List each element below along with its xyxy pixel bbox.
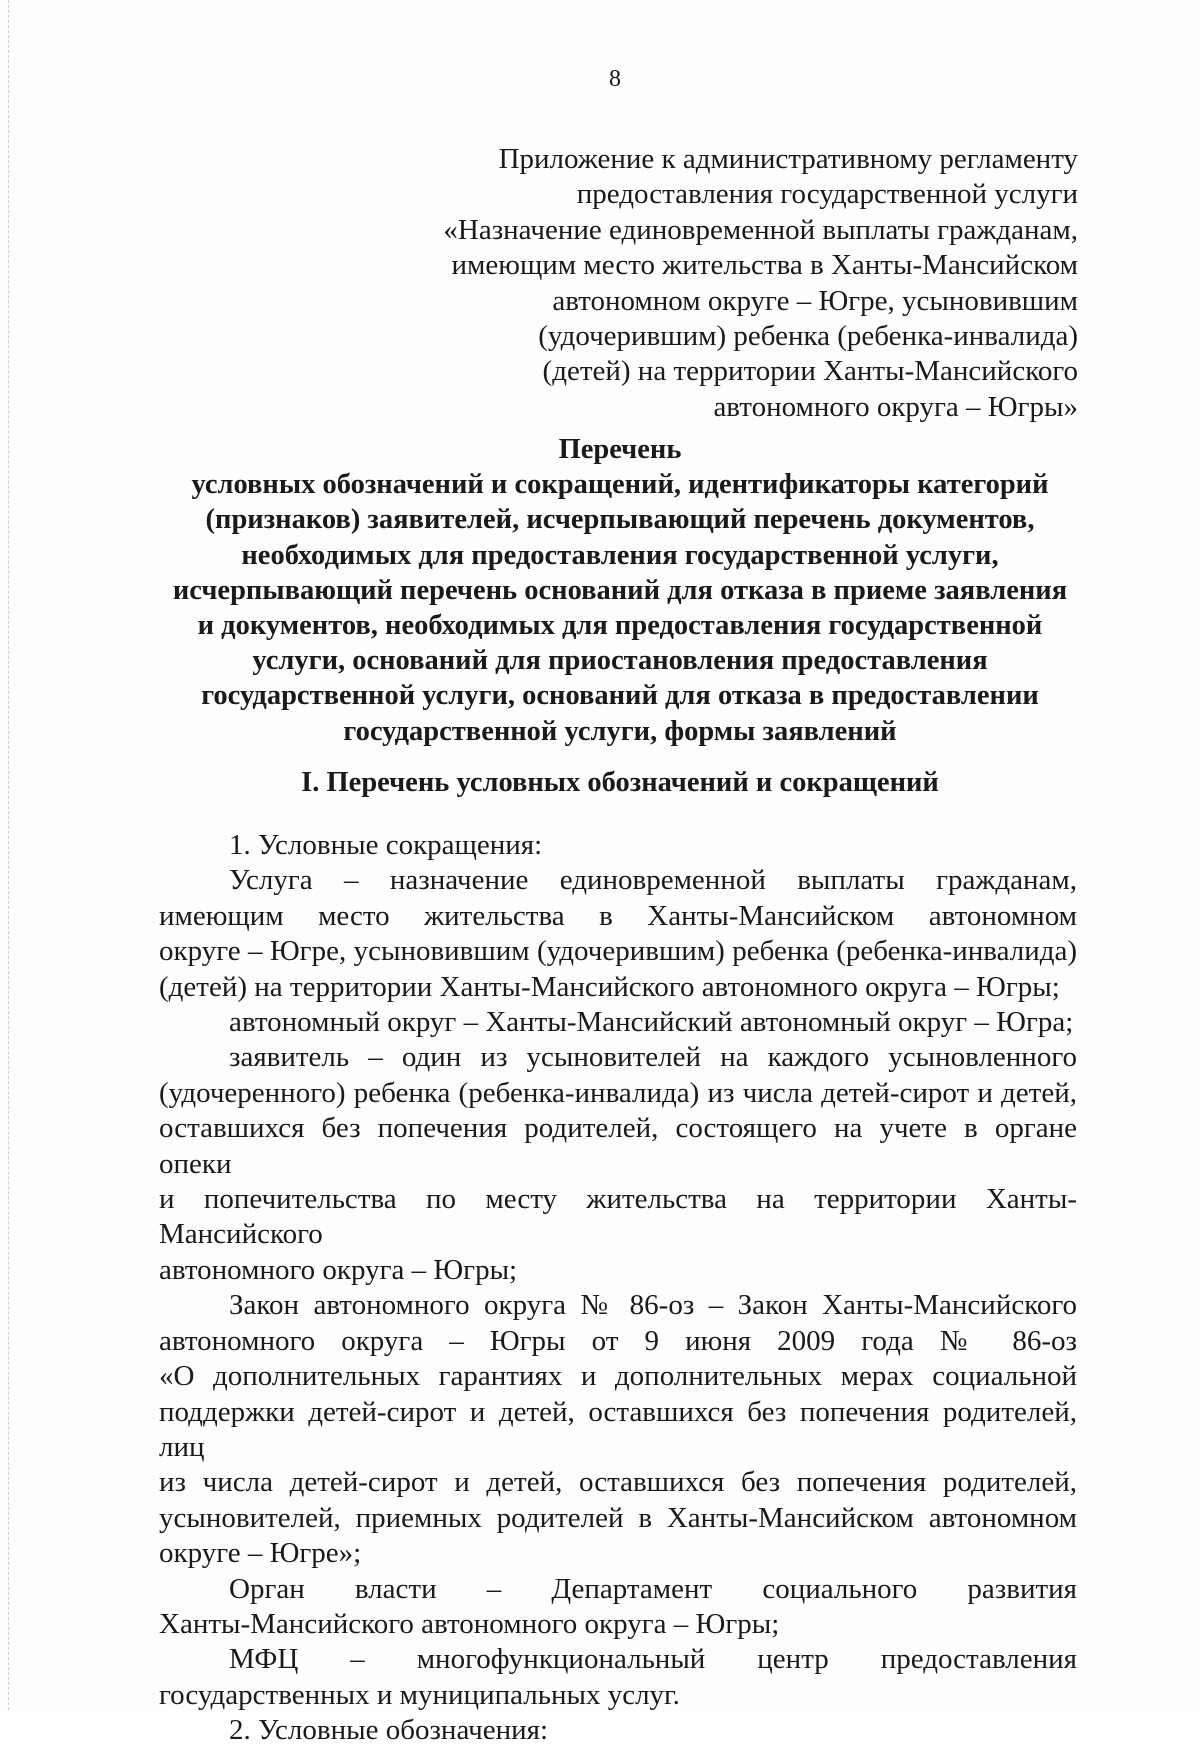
body-line: округе – Югре»; <box>159 1537 362 1570</box>
body-line: Ханты-Мансийского автономного округа – Югры; <box>159 1607 780 1640</box>
body-line: 2. Условные обозначения: <box>229 1714 549 1747</box>
appendix-header <box>378 142 1078 425</box>
body-line: заявитель – один из усыновителей на каждого усыновленного <box>229 1041 1077 1074</box>
page-number: 8 <box>609 66 621 92</box>
body-line: автономного округа – Югры от 9 июня 2009 года № 86-оз <box>159 1324 1077 1357</box>
appendix-line: (детей) на территории Ханты-Мансийского <box>542 355 1078 388</box>
appendix-line: (удочерившим) ребенка (ребенка-инвалида) <box>538 320 1078 353</box>
appendix-line: «Назначение единовременной выплаты гражданам, <box>443 213 1078 246</box>
body-line: (удочеренного) ребенка (ребенка-инвалида) из числа детей-сирот и детей, <box>159 1076 1077 1109</box>
appendix-line: предоставления государственной услуги <box>576 178 1078 211</box>
appendix-line: автономном округе – Югре, усыновившим <box>552 284 1078 317</box>
title-line: Перечень <box>558 434 682 465</box>
appendix-line: имеющим место жительства в Ханты-Мансийском <box>451 249 1078 282</box>
title-line: государственной услуги, оснований для отказа в предоставлении <box>201 680 1039 712</box>
body-line: поддержки детей-сирот и детей, оставшихся без попечения родителей, лиц <box>159 1395 1077 1463</box>
title-line: услуги, оснований для приостановления предоставления <box>252 645 988 677</box>
title-line: и документов, необходимых для предоставления государственной <box>197 610 1043 642</box>
body-line: оставшихся без попечения родителей, состоящего на учете в органе опеки <box>159 1112 1077 1180</box>
body-line: МФЦ – многофункциональный центр предоставления <box>229 1643 1077 1676</box>
body-line: «О дополнительных гарантиях и дополнительных мерах социальной <box>159 1360 1077 1393</box>
body-line: автономного округа – Югры; <box>159 1253 518 1286</box>
body-line: из числа детей-сирот и детей, оставшихся без попечения родителей, <box>159 1466 1077 1499</box>
appendix-line: автономного округа – Югры» <box>713 390 1078 423</box>
title-line: необходимых для предоставления государственной услуги, <box>241 539 999 571</box>
document-title <box>160 432 1080 749</box>
body-line: государственных и муниципальных услуг. <box>159 1678 680 1711</box>
body-line: округе – Югре, усыновившим (удочерившим) ребенка (ребенка-инвалида) <box>159 935 1077 968</box>
title-line: государственной услуги, формы заявлений <box>343 715 897 747</box>
title-line: исчерпывающий перечень оснований для отказа в приеме заявления <box>172 574 1068 606</box>
body-line: (детей) на территории Ханты-Мансийского автономного округа – Югры; <box>159 970 1060 1003</box>
section-heading: I. Перечень условных обозначений и сокращений <box>301 767 939 798</box>
title-line: условных обозначений и сокращений, идентификаторы категорий <box>191 469 1049 501</box>
body-line: 1. Условные сокращения: <box>229 829 543 861</box>
appendix-line: Приложение к административному регламенту <box>498 143 1078 175</box>
body-line: усыновителей, приемных родителей в Ханты-Мансийском автономном <box>159 1501 1077 1534</box>
body-text <box>159 828 1077 1749</box>
body-line: имеющим место жительства в Ханты-Мансийском автономном <box>159 899 1077 932</box>
scan-edge-line <box>8 0 9 1710</box>
body-line: и попечительства по месту жительства на территории Ханты-Мансийского <box>159 1183 1077 1251</box>
title-line: (признаков) заявителей, исчерпывающий перечень документов, <box>205 504 1035 536</box>
body-line: автономный округ – Ханты-Мансийский автономный округ – Югра; <box>229 1006 1074 1039</box>
body-line: Орган власти – Департамент социального развития <box>229 1572 1077 1605</box>
body-line: Закон автономного округа № 86-оз – Закон Ханты-Мансийского <box>229 1289 1077 1322</box>
body-line: Услуга – назначение единовременной выплаты гражданам, <box>229 864 1077 897</box>
